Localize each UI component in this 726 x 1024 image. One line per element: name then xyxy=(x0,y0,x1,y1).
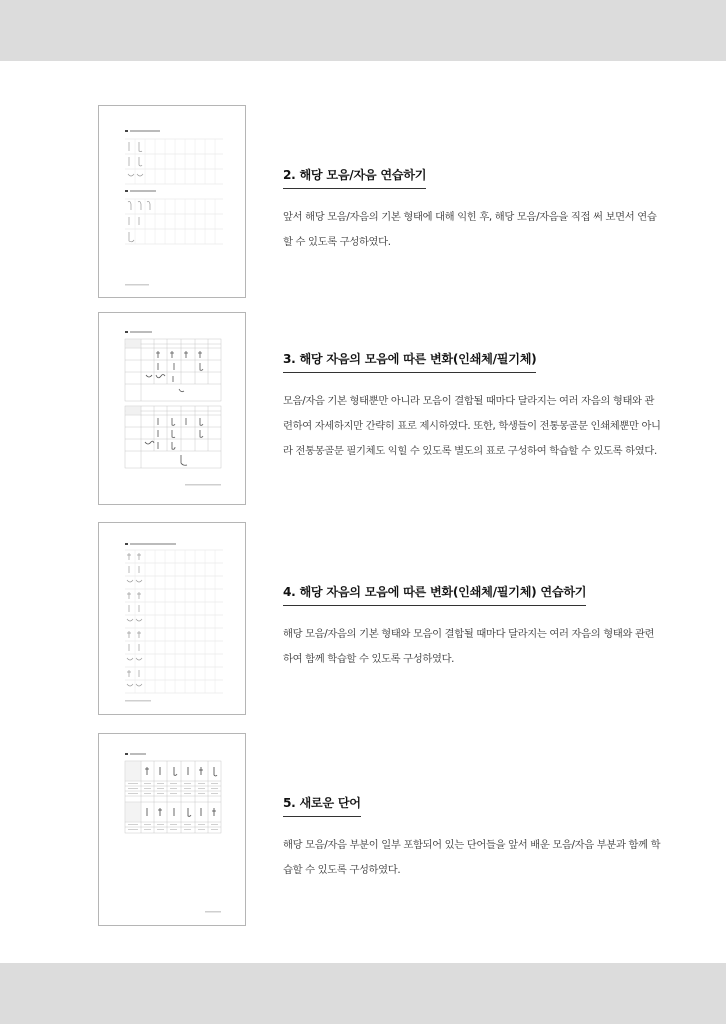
variation-table-illustration xyxy=(99,313,246,505)
page-thumbnail-new-words xyxy=(98,733,246,926)
section-practice xyxy=(283,164,663,255)
section-heading: 4. 해당 자음의 모음에 따른 변화(인쇄체/필기체) 연습하기 xyxy=(283,583,586,606)
section-body: 해당 모음/자음의 기본 형태와 모음이 결합될 때마다 달라지는 여러 자음의 형태와 관련하여 함께 학습할 수 있도록 구성하였다. xyxy=(283,628,655,665)
variation-practice-illustration xyxy=(99,523,246,715)
section-variation xyxy=(283,348,663,464)
section-heading: 5. 새로운 단어 xyxy=(283,794,361,817)
bottom-gray-band xyxy=(0,963,726,1024)
section-body: 모음/자음 기본 형태뿐만 아니라 모음이 결합될 때마다 달라지는 여러 자음의 형태와 관련하여 자세하지만 간략히 표로 제시하였다. 또한, 학생들이 전통몽골문 인쇄체뿐만 아니라 전통몽골문 필기체도 익힐 수 있도록 별도의 표로 구성하여 학습할 수 있도록 하였다. xyxy=(283,395,661,457)
top-gray-band xyxy=(0,0,726,61)
page-thumbnail-practice xyxy=(98,105,246,298)
section-variation-practice xyxy=(283,581,663,672)
new-words-table-illustration xyxy=(99,734,246,926)
practice-grid-illustration xyxy=(99,106,246,298)
section-heading: 3. 해당 자음의 모음에 따른 변화(인쇄체/필기체) xyxy=(283,350,536,373)
page-thumbnail-variation-practice xyxy=(98,522,246,715)
section-new-words xyxy=(283,792,663,883)
section-body: 앞서 해당 모음/자음의 기본 형태에 대해 익힌 후, 해당 모음/자음을 직접 써 보면서 연습할 수 있도록 구성하였다. xyxy=(283,211,657,248)
page-thumbnail-table xyxy=(98,312,246,505)
section-heading: 2. 해당 모음/자음 연습하기 xyxy=(283,166,426,189)
section-body: 해당 모음/자음 부분이 일부 포함되어 있는 단어들을 앞서 배운 모음/자음 부분과 함께 학습할 수 있도록 구성하였다. xyxy=(283,839,661,876)
